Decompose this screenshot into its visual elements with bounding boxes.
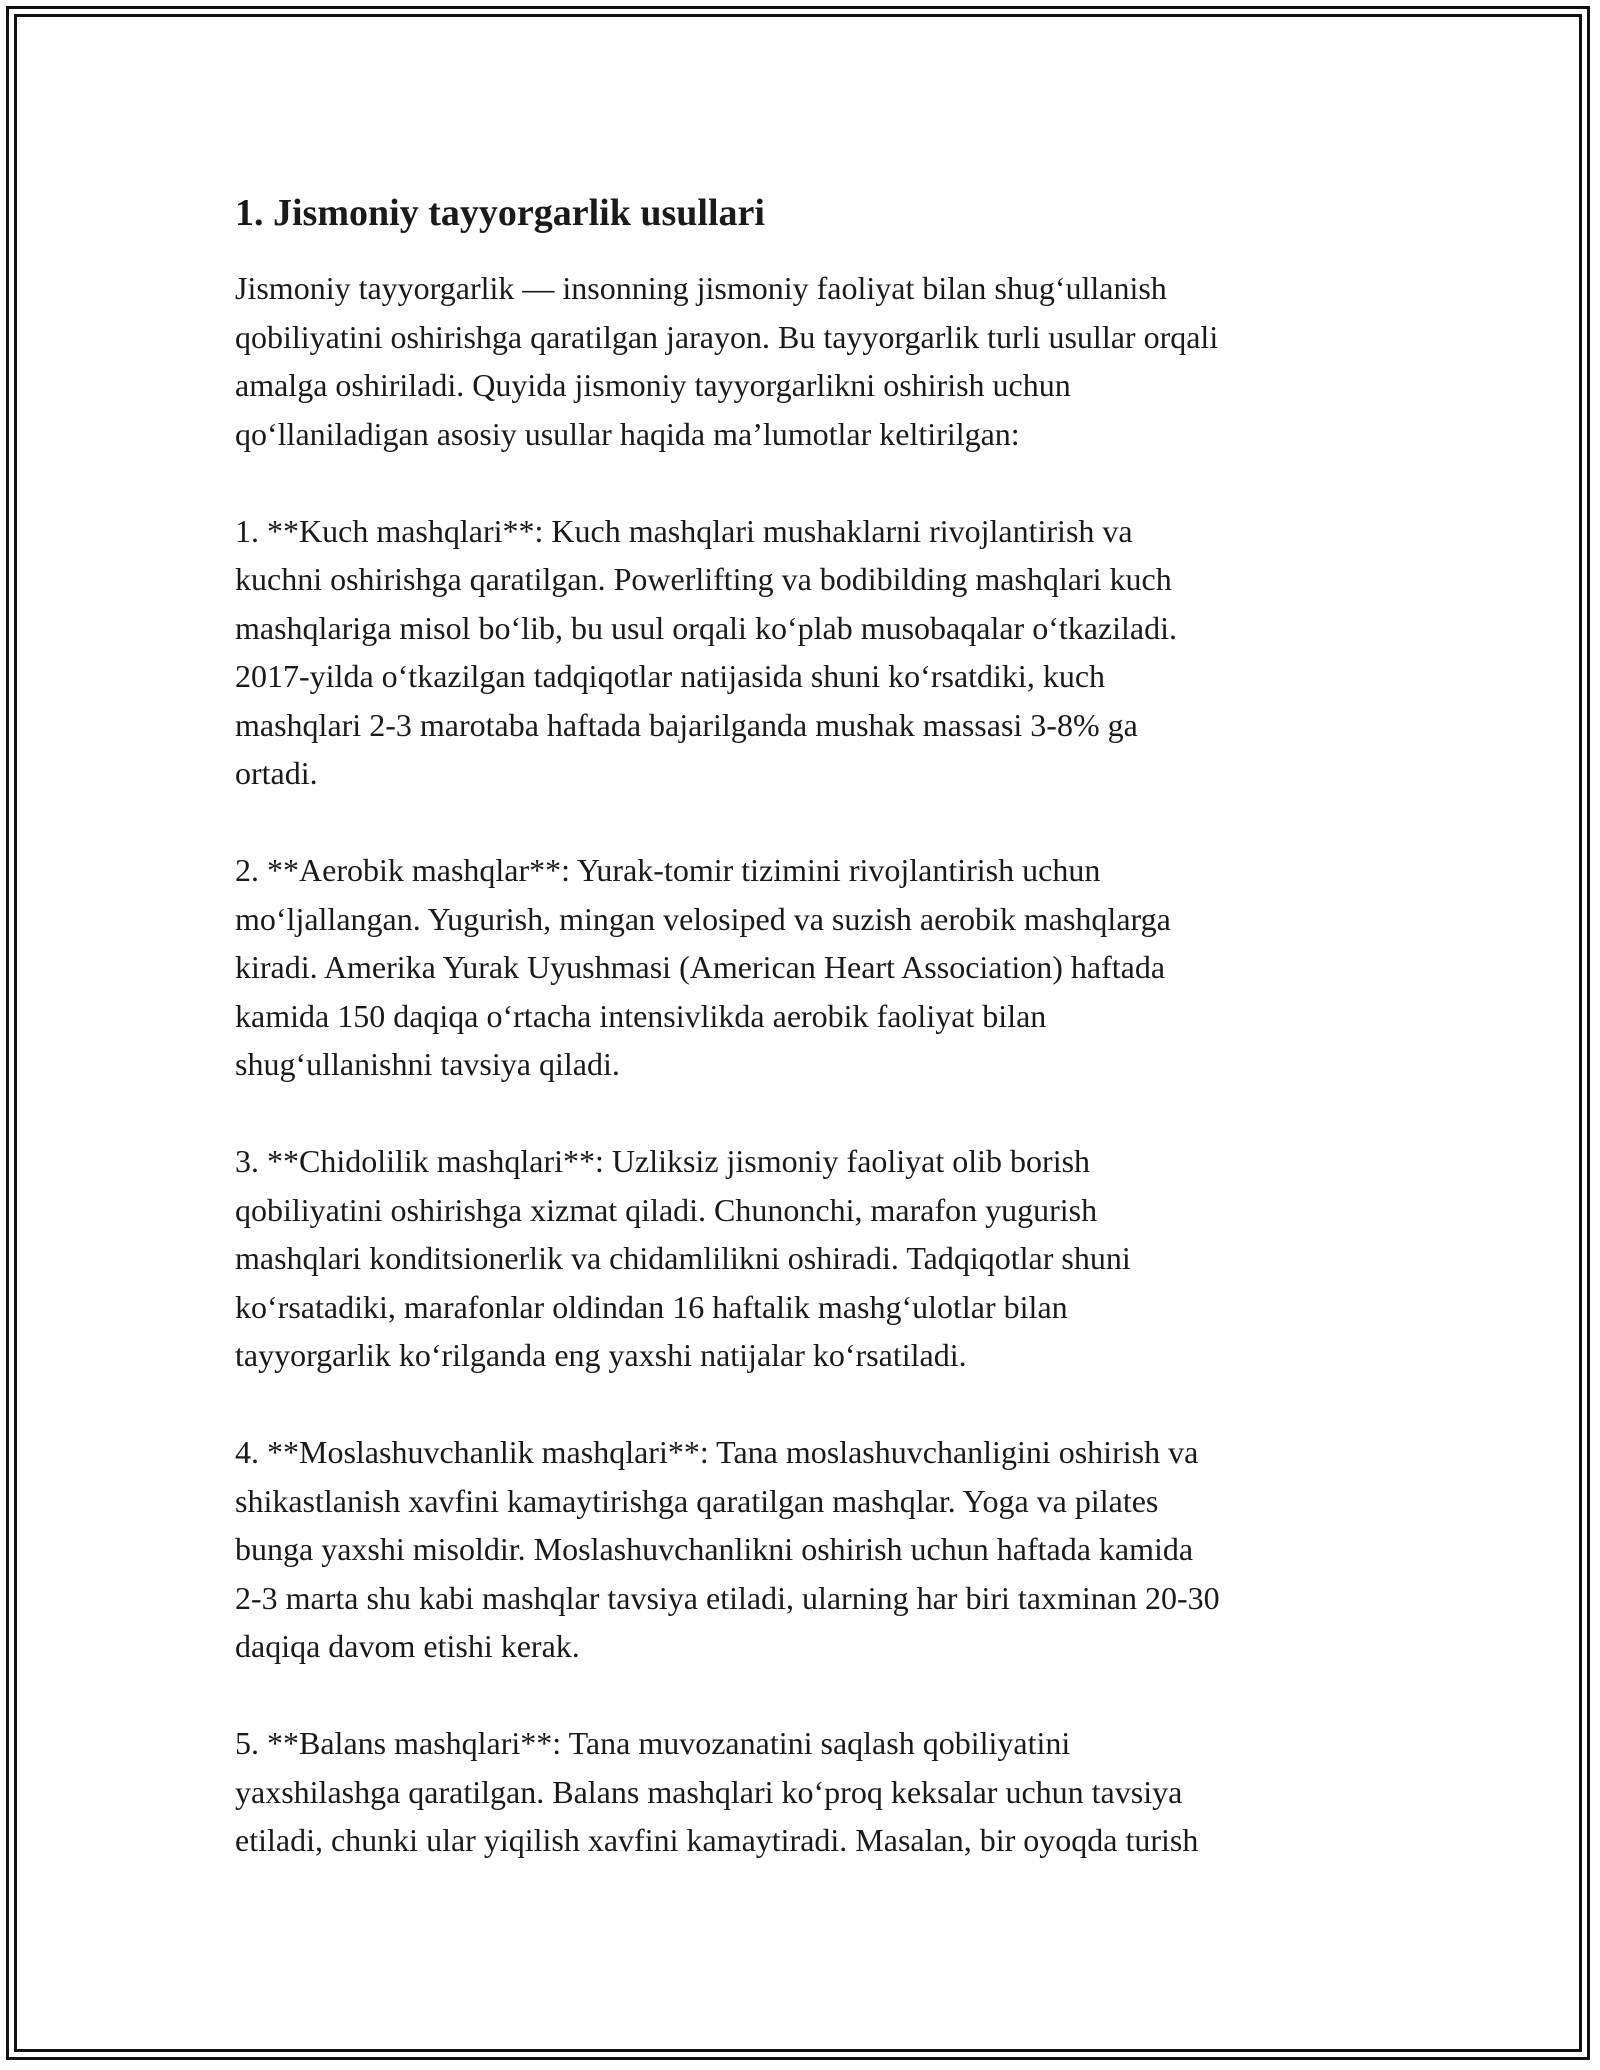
- text-line: daqiqa davom etishi kerak.: [235, 1628, 580, 1664]
- endurance-training-paragraph: [235, 1137, 1375, 1380]
- text-line: qobiliyatini oshirishga qaratilgan jarayon. Bu tayyorgarlik turli usullar orqali: [235, 318, 1219, 355]
- text-line: mashqlari konditsionerlik va chidamlilikni oshiradi. Tadqiqotlar shuni: [235, 1240, 1131, 1276]
- section-heading: 1. Jismoniy tayyorgarlik usullari: [235, 192, 765, 234]
- text-line: ko‘rsatadiki, marafonlar oldindan 16 haftalik mashg‘ulotlar bilan: [235, 1288, 1068, 1325]
- text-line: mashqlari 2-3 marotaba haftada bajarilganda mushak massasi 3-8% ga: [235, 706, 1138, 743]
- text-line: shug‘ullanishni tavsiya qiladi.: [235, 1046, 620, 1082]
- intro-paragraph: [235, 264, 1375, 458]
- text-line: amalga oshiriladi. Quyida jismoniy tayyorgarlikni oshirish uchun: [235, 367, 1071, 403]
- text-line: 2. **Aerobik mashqlar**: Yurak-tomir tizimini rivojlantirish uchun: [235, 852, 1101, 888]
- text-line: 3. **Chidolilik mashqlari**: Uzliksiz jismoniy faoliyat olib borish: [235, 1143, 1091, 1179]
- text-line: 5. **Balans mashqlari**: Tana muvozanatini saqlash qobiliyatini: [235, 1725, 1071, 1761]
- text-line: 1. **Kuch mashqlari**: Kuch mashqlari mushaklarni rivojlantirish va: [235, 512, 1133, 549]
- text-line: qo‘llaniladigan asosiy usullar haqida ma’lumotlar keltirilgan:: [235, 415, 1020, 452]
- flexibility-training-paragraph: [235, 1428, 1375, 1671]
- text-line: ortadi.: [235, 755, 318, 791]
- text-line: kiradi. Amerika Yurak Uyushmasi (American Heart Association) haftada: [235, 949, 1166, 985]
- strength-training-paragraph: [235, 507, 1375, 798]
- text-line: Jismoniy tayyorgarlik — insonning jismoniy faoliyat bilan shug‘ullanish: [235, 270, 1167, 306]
- text-line: shikastlanish xavfini kamaytirishga qaratilgan mashqlar. Yoga va pilates: [235, 1482, 1159, 1519]
- text-line: 2-3 marta shu kabi mashqlar tavsiya etiladi, ularning har biri taxminan 20-30: [235, 1579, 1220, 1616]
- document-body: [235, 188, 1375, 1913]
- text-line: kuchni oshirishga qaratilgan. Powerlifting va bodibilding mashqlari kuch: [235, 561, 1172, 597]
- balance-training-paragraph: [235, 1719, 1375, 1865]
- text-line: kamida 150 daqiqa o‘rtacha intensivlikda aerobik faoliyat bilan: [235, 997, 1047, 1034]
- aerobic-training-paragraph: [235, 846, 1375, 1089]
- text-line: qobiliyatini oshirishga xizmat qiladi. Chunonchi, marafon yugurish: [235, 1191, 1098, 1228]
- text-line: bunga yaxshi misoldir. Moslashuvchanlikni oshirish uchun haftada kamida: [235, 1531, 1194, 1567]
- text-line: tayyorgarlik ko‘rilganda eng yaxshi natijalar ko‘rsatiladi.: [235, 1337, 967, 1373]
- text-line: 4. **Moslashuvchanlik mashqlari**: Tana moslashuvchanligini oshirish va: [235, 1434, 1199, 1470]
- text-line: etiladi, chunki ular yiqilish xavfini kamaytiradi. Masalan, bir oyoqda turish: [235, 1822, 1199, 1858]
- text-line: 2017-yilda o‘tkazilgan tadqiqotlar natijasida shuni ko‘rsatdiki, kuch: [235, 658, 1106, 694]
- text-line: mashqlariga misol bo‘lib, bu usul orqali ko‘plab musobaqalar o‘tkaziladi.: [235, 609, 1178, 646]
- text-line: mo‘ljallangan. Yugurish, mingan velosiped va suzish aerobik mashqlarga: [235, 900, 1171, 937]
- text-line: yaxshilashga qaratilgan. Balans mashqlari ko‘proq keksalar uchun tavsiya: [235, 1773, 1183, 1810]
